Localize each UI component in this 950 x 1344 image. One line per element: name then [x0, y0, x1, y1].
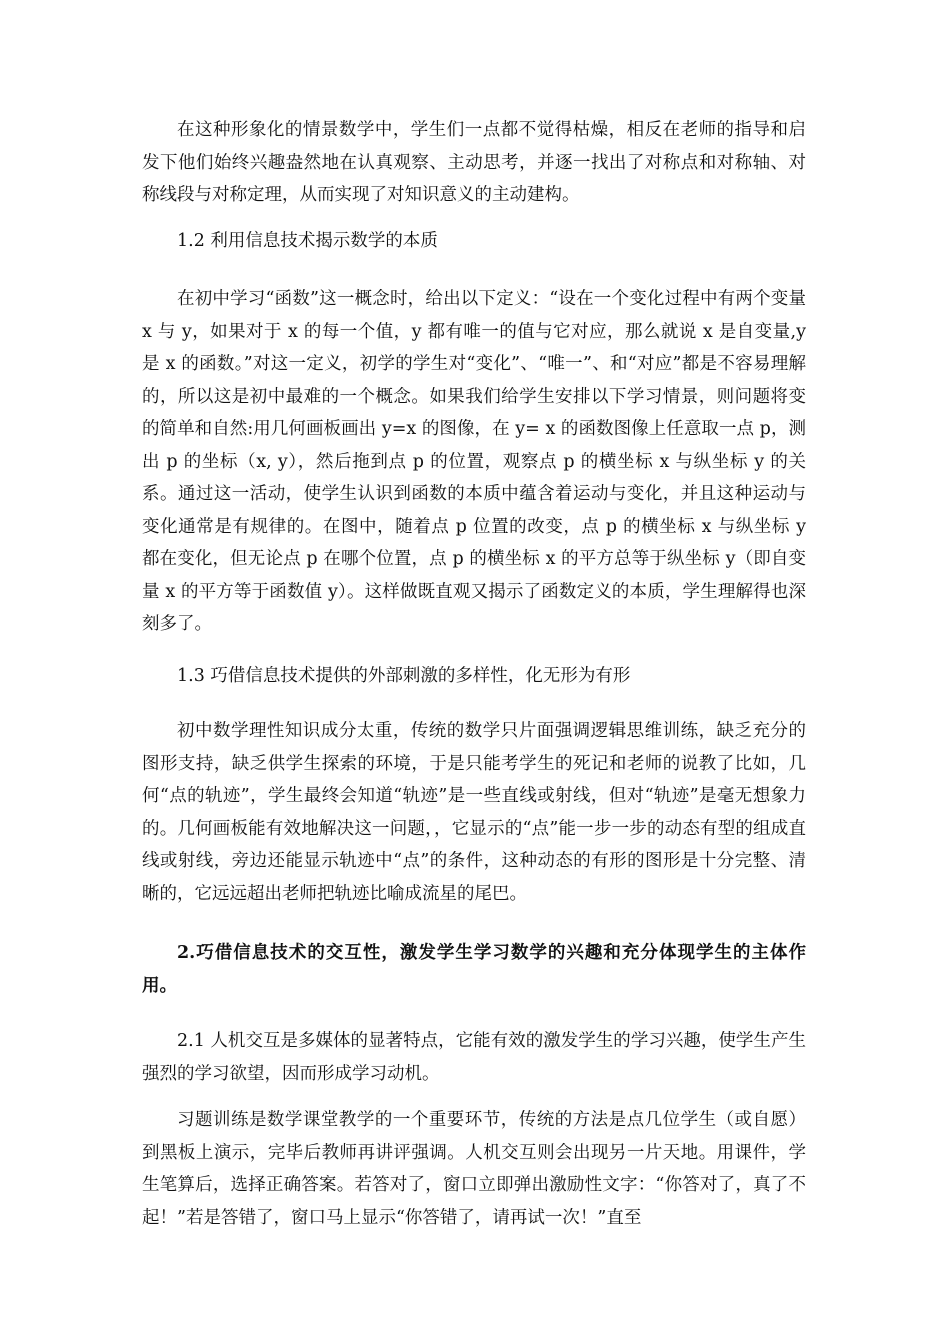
heading-1-3: 1.3 巧借信息技术提供的外部刺激的多样性，化无形为有形	[177, 666, 631, 686]
paragraph-exercise-training: 习题训练是数学课堂教学的一个重要环节，传统的方法是点几位学生（或自愿）到黑板上演示，完毕后教师再讲评强调。人机交互则会出现另一片天地。用课件，学生笔算后，选择正确答案。若答对了，窗口立即弹出激励性文字：“你答对了，真了不起！”若是答错了，窗口马上显示“你答错了，请再试一次！”直至	[142, 1110, 806, 1228]
paragraph-function-definition: 在初中学习“函数”这一概念时，给出以下定义：“设在一个变化过程中有两个变量 x 与 y，如果对于 x 的每一个值，y 都有唯一的值与它对应，那么就说 x 是自变量,y 是 x 的函数。”对这一定义，初学的学生对“变化”、“唯一”、和“对应”都是不容易理解的，所以这是初中最难的一个概念。如果我们给学生安排以下学习情景，则问题将变的简单和自然:用几何画板画出 y=x 的图像，在 y= x 的函数图像上任意取一点 p，测出 p 的坐标（x, y），然后拖到点 p 的位置，观察点 p 的横坐标 x 与纵坐标 y 的关系。通过这一活动，使学生认识到函数的本质中蕴含着运动与变化，并且这种运动与变化通常是有规律的。在图中，随着点 p 位置的改变，点 p 的横坐标 x 与纵坐标 y 都在变化，但无论点 p 在哪个位置，点 p 的横坐标 x 的平方总等于纵坐标 y（即自变量 x 的平方等于函数值 y）。这样做既直观又揭示了函数定义的本质，学生理解得也深刻多了。	[142, 289, 806, 634]
heading-2: 2.巧借信息技术的交互性，激发学生学习数学的兴趣和充分体现学生的主体作用。	[142, 943, 806, 996]
heading-1-2: 1.2 利用信息技术揭示数学的本质	[177, 231, 438, 251]
paragraph-human-computer-interaction: 2.1 人机交互是多媒体的显著特点，它能有效的激发学生的学习兴趣，使学生产生强烈的学习欲望，因而形成学习动机。	[142, 1031, 806, 1084]
paragraph-geometry-trajectory: 初中数学理性知识成分太重，传统的数学只片面强调逻辑思维训练，缺乏充分的图形支持，缺乏供学生探索的环境，于是只能考学生的死记和老师的说教了比如，几何“点的轨迹”，学生最终会知道“轨迹”是一些直线或射线，但对“轨迹”是毫无想象力的。几何画板能有效地解决这一问题，，它显示的“点”能一步一步的动态有型的组成直线或射线，旁边还能显示轨迹中“点”的条件，这种动态的有形的图形是十分完整、清晰的，它远远超出老师把轨迹比喻成流星的尾巴。	[142, 721, 806, 904]
paragraph-symmetry-summary: 在这种形象化的情景数学中，学生们一点都不觉得枯燥，相反在老师的指导和启发下他们始终兴趣盎然地在认真观察、主动思考，并逐一找出了对称点和对称轴、对称线段与对称定理，从而实现了对知识意义的主动建构。	[142, 120, 806, 205]
